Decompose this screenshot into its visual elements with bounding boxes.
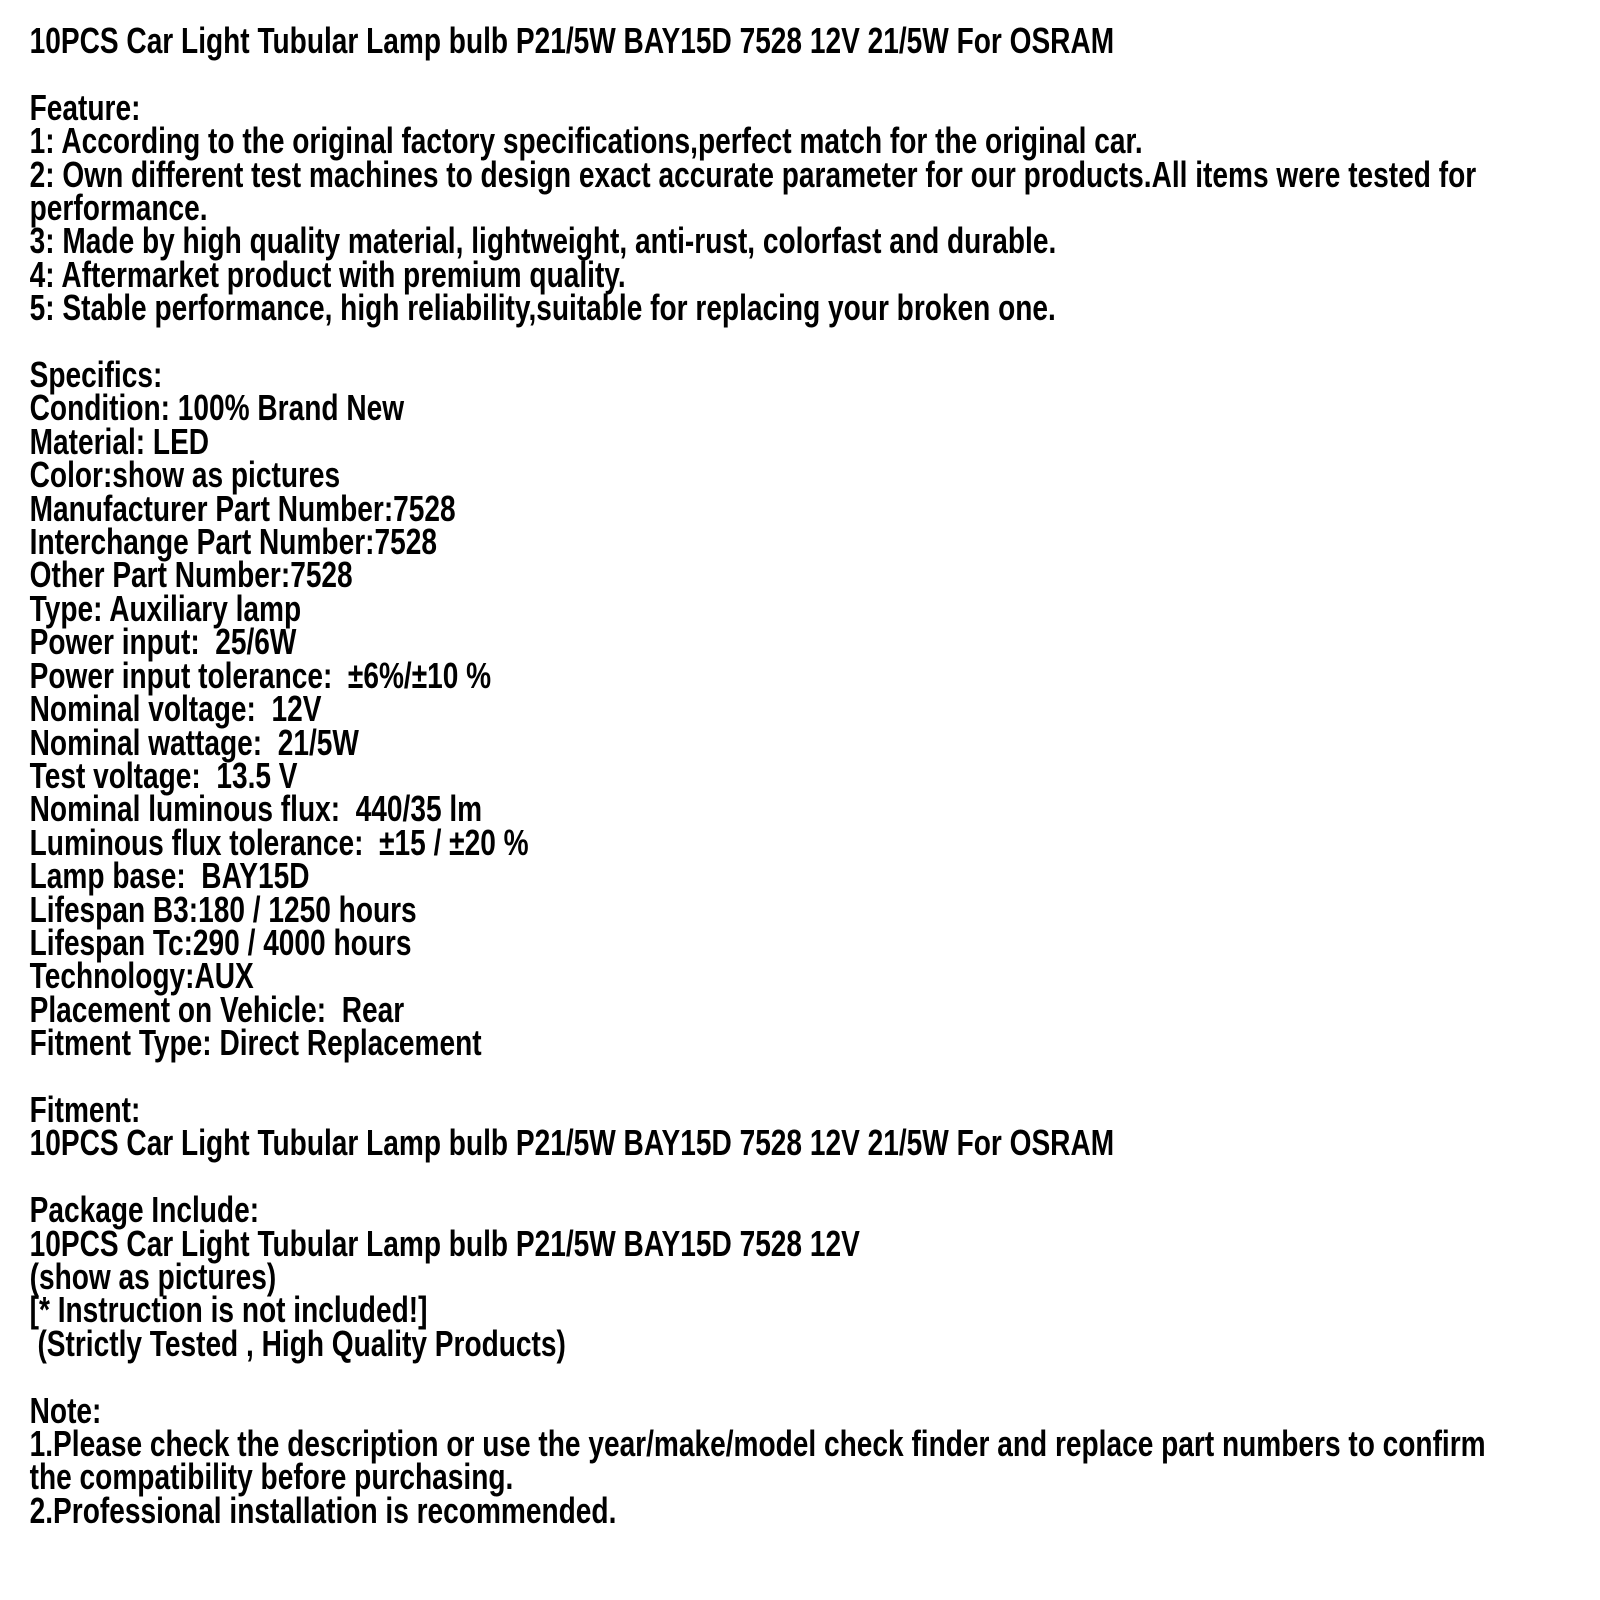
text-line: Luminous flux tolerance: ±15 / ±20 % bbox=[29, 821, 529, 863]
text-line: Interchange Part Number:7528 bbox=[29, 521, 437, 563]
text-line: Nominal wattage: 21/5W bbox=[29, 721, 359, 763]
text-line: 1.Please check the description or use the year/make/model check finder and replace part numbers to confirm bbox=[29, 1422, 1486, 1464]
text-line: 5: Stable performance, high reliability,suitable for replacing your broken one. bbox=[29, 287, 1056, 329]
text-line: Nominal voltage: 12V bbox=[29, 688, 322, 730]
text-line: performance. bbox=[29, 187, 208, 229]
text-line: 1: According to the original factory specifications,perfect match for the original car. bbox=[29, 120, 1143, 162]
text-line: Fitment: bbox=[29, 1088, 141, 1130]
section-package-include bbox=[29, 1189, 1600, 1364]
text-line: Nominal luminous flux: 440/35 lm bbox=[29, 788, 483, 830]
text-line: Manufacturer Part Number:7528 bbox=[29, 487, 456, 529]
text-line: Technology:AUX bbox=[29, 955, 254, 997]
text-line: Power input: 25/6W bbox=[29, 621, 297, 663]
text-line: Note: bbox=[29, 1389, 102, 1431]
text-line: Lifespan B3:180 / 1250 hours bbox=[29, 888, 417, 930]
text-line: (Strictly Tested , High Quality Products) bbox=[29, 1322, 566, 1364]
section-fitment bbox=[29, 1088, 1600, 1164]
text-line: Fitment Type: Direct Replacement bbox=[29, 1022, 482, 1064]
section-feature bbox=[29, 86, 1600, 329]
section-specifics bbox=[29, 354, 1600, 1064]
text-line: 2: Own different test machines to design exact accurate parameter for our products.All items were tested for bbox=[29, 153, 1477, 195]
text-line: Material: LED bbox=[29, 420, 210, 462]
text-line: 10PCS Car Light Tubular Lamp bulb P21/5W BAY15D 7528 12V bbox=[29, 1222, 860, 1264]
text-line: Placement on Vehicle: Rear bbox=[29, 988, 405, 1030]
document-title: 10PCS Car Light Tubular Lamp bulb P21/5W BAY15D 7528 12V 21/5W For OSRAM bbox=[29, 20, 1115, 61]
text-line: Feature: bbox=[29, 86, 141, 128]
text-line: (show as pictures) bbox=[29, 1255, 277, 1297]
text-line: the compatibility before purchasing. bbox=[29, 1456, 514, 1498]
text-line: Color:show as pictures bbox=[29, 454, 341, 496]
text-line: Lifespan Tc:290 / 4000 hours bbox=[29, 921, 412, 963]
text-line: Package Include: bbox=[29, 1189, 260, 1231]
text-line: Test voltage: 13.5 V bbox=[29, 754, 298, 796]
text-line: 10PCS Car Light Tubular Lamp bulb P21/5W BAY15D 7528 12V 21/5W For OSRAM bbox=[29, 1122, 1115, 1164]
text-line: Lamp base: BAY15D bbox=[29, 855, 310, 897]
section-note bbox=[29, 1389, 1600, 1531]
text-line: Condition: 100% Brand New bbox=[29, 387, 405, 429]
text-line: Specifics: bbox=[29, 354, 163, 396]
text-line: Power input tolerance: ±6%/±10 % bbox=[29, 654, 492, 696]
text-line: 2.Professional installation is recommended. bbox=[29, 1489, 617, 1531]
text-line: 4: Aftermarket product with premium quality. bbox=[29, 253, 626, 295]
text-line: 3: Made by high quality material, lightweight, anti-rust, colorfast and durable. bbox=[29, 220, 1057, 262]
text-line: [* Instruction is not included!] bbox=[29, 1289, 428, 1331]
text-line: Other Part Number:7528 bbox=[29, 554, 353, 596]
text-line: Type: Auxiliary lamp bbox=[29, 587, 302, 629]
